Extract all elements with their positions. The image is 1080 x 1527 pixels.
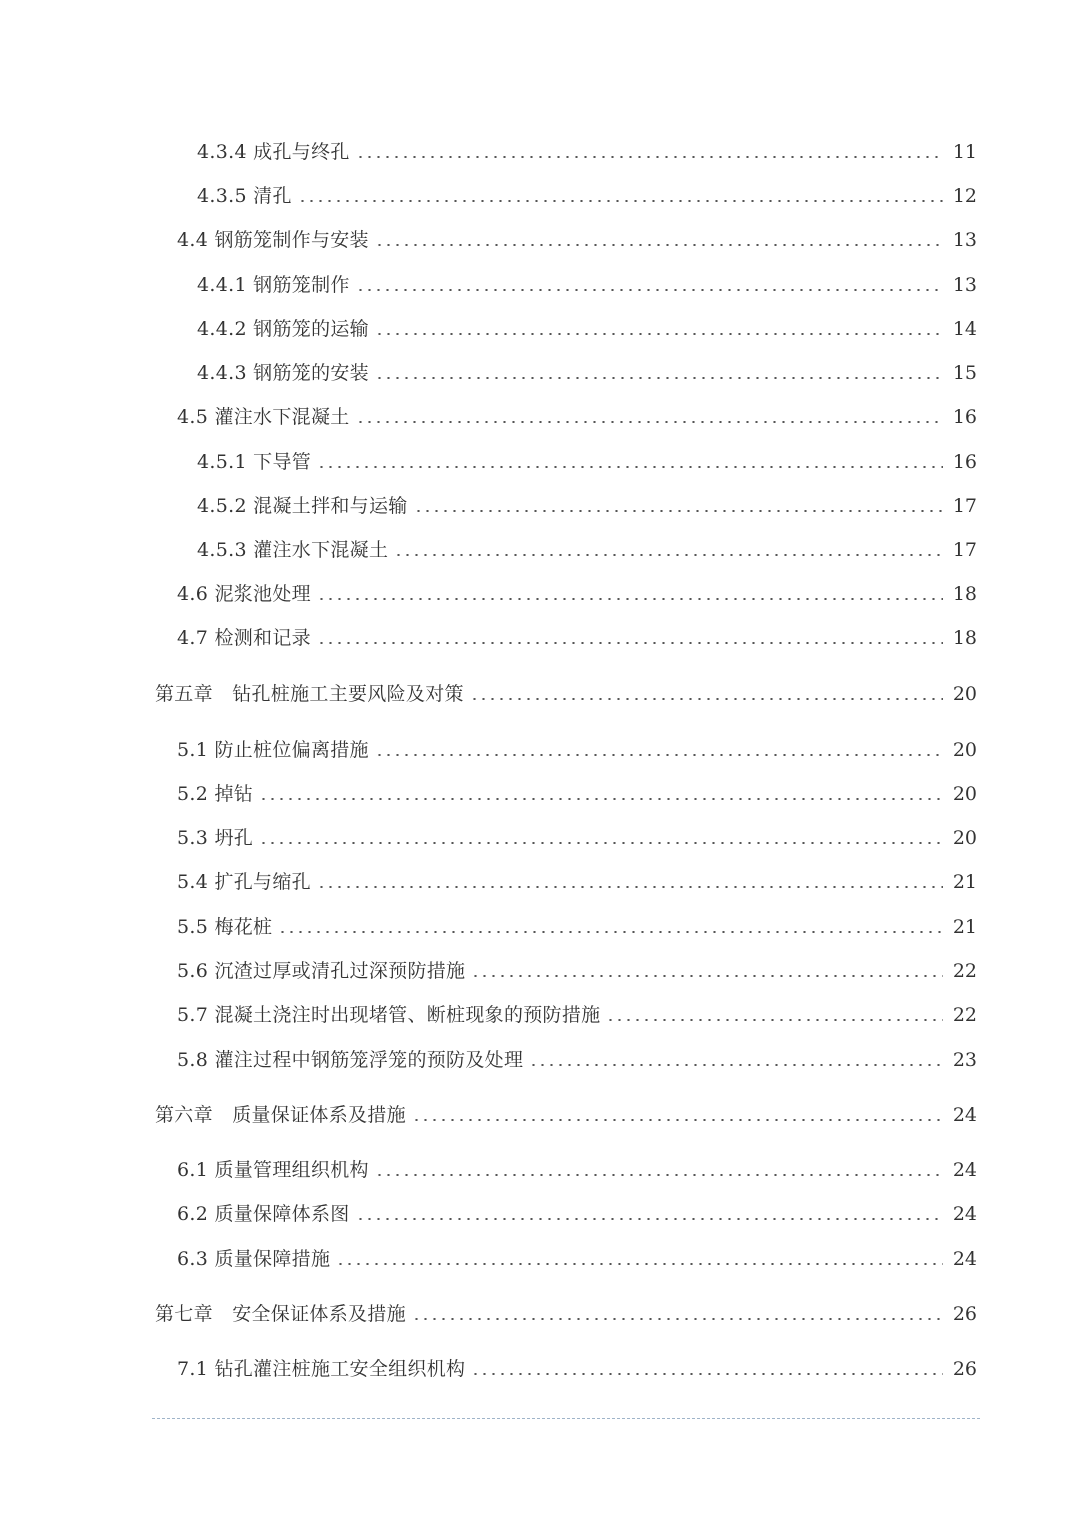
toc-entry bbox=[177, 1000, 977, 1030]
toc-dot-leader bbox=[471, 975, 942, 977]
toc-dot-leader bbox=[278, 931, 942, 933]
toc-dot-leader bbox=[317, 598, 943, 600]
toc-entry-title: 4.4.2 钢筋笼的运输 bbox=[197, 318, 369, 340]
toc-entry-title: 5.2 掉钻 bbox=[177, 783, 254, 805]
toc-entry-page: 24 bbox=[952, 1248, 977, 1270]
toc-entry-page: 20 bbox=[952, 683, 977, 705]
toc-entry-page: 17 bbox=[952, 495, 977, 517]
toc-entry-title: 5.5 梅花桩 bbox=[177, 916, 273, 938]
toc-entry bbox=[197, 447, 977, 477]
toc-entry-page: 23 bbox=[952, 1049, 977, 1071]
toc-dot-leader bbox=[356, 289, 943, 291]
toc-entry bbox=[177, 1045, 977, 1075]
toc-dot-leader bbox=[471, 1373, 942, 1375]
toc-entry-page: 26 bbox=[952, 1358, 977, 1380]
toc-dot-leader bbox=[317, 642, 943, 644]
toc-dot-leader bbox=[356, 1218, 943, 1220]
toc-entry-title: 4.6 泥浆池处理 bbox=[177, 583, 311, 605]
toc-entry-title: 4.5.3 灌注水下混凝土 bbox=[197, 539, 389, 561]
toc-dot-leader bbox=[259, 798, 943, 800]
toc-entry-page: 18 bbox=[952, 627, 977, 649]
toc-entry-page: 17 bbox=[952, 539, 977, 561]
toc-entry bbox=[177, 823, 977, 853]
toc-dot-leader bbox=[298, 200, 943, 202]
toc-dot-leader bbox=[375, 333, 943, 335]
toc-entry-title: 5.6 沉渣过厚或清孔过深预防措施 bbox=[177, 960, 466, 982]
toc-entry bbox=[177, 579, 977, 609]
toc-dot-leader bbox=[356, 421, 943, 423]
toc-chapter-entry bbox=[155, 1100, 977, 1130]
toc-dot-leader bbox=[414, 510, 943, 512]
toc-entry-title: 4.4 钢筋笼制作与安装 bbox=[177, 229, 369, 251]
toc-entry bbox=[177, 1155, 977, 1185]
toc-dot-leader bbox=[336, 1263, 943, 1265]
toc-dot-leader bbox=[317, 886, 943, 888]
toc-entry-page: 20 bbox=[952, 739, 977, 761]
toc-entry bbox=[177, 1244, 977, 1274]
toc-entry-page: 13 bbox=[952, 274, 977, 296]
toc-entry-page: 11 bbox=[952, 141, 977, 163]
toc-entry-page: 15 bbox=[952, 362, 977, 384]
toc-entry-page: 18 bbox=[952, 583, 977, 605]
toc-entry-page: 26 bbox=[952, 1303, 977, 1325]
toc-dot-leader bbox=[375, 244, 943, 246]
toc-entry-title: 4.4.1 钢筋笼制作 bbox=[197, 274, 350, 296]
toc-entry bbox=[197, 358, 977, 388]
toc-entry-page: 22 bbox=[952, 960, 977, 982]
toc-entry-title: 5.4 扩孔与缩孔 bbox=[177, 871, 311, 893]
toc-entry-page: 20 bbox=[952, 783, 977, 805]
toc-dot-leader bbox=[259, 842, 943, 844]
toc-entry bbox=[177, 402, 977, 432]
toc-entry-page: 24 bbox=[952, 1203, 977, 1225]
toc-entry-title: 4.7 检测和记录 bbox=[177, 627, 311, 649]
toc-entry bbox=[177, 1354, 977, 1384]
toc-entry-title: 第七章 安全保证体系及措施 bbox=[155, 1303, 406, 1325]
toc-entry-page: 21 bbox=[952, 871, 977, 893]
toc-entry bbox=[177, 623, 977, 653]
toc-entry-page: 22 bbox=[952, 1004, 977, 1026]
toc-entry-title: 4.5 灌注水下混凝土 bbox=[177, 406, 350, 428]
toc-dot-leader bbox=[375, 377, 943, 379]
toc-entry-title: 5.7 混凝土浇注时出现堵管、断桩现象的预防措施 bbox=[177, 1004, 601, 1026]
toc-entry-title: 7.1 钻孔灌注桩施工安全组织机构 bbox=[177, 1358, 466, 1380]
toc-entry-title: 6.1 质量管理组织机构 bbox=[177, 1159, 369, 1181]
toc-entry-page: 16 bbox=[952, 451, 977, 473]
toc-entry bbox=[197, 270, 977, 300]
toc-entry bbox=[197, 314, 977, 344]
toc-entry-title: 5.1 防止桩位偏离措施 bbox=[177, 739, 369, 761]
toc-entry-title: 第六章 质量保证体系及措施 bbox=[155, 1104, 406, 1126]
toc-entry bbox=[177, 1199, 977, 1229]
toc-entry-title: 6.2 质量保障体系图 bbox=[177, 1203, 350, 1225]
toc-entry-page: 24 bbox=[952, 1159, 977, 1181]
toc-entry bbox=[177, 912, 977, 942]
toc-entry-title: 4.5.1 下导管 bbox=[197, 451, 312, 473]
toc-entry-title: 第五章 钻孔桩施工主要风险及对策 bbox=[155, 683, 464, 705]
toc-dot-leader bbox=[356, 156, 943, 158]
toc-entry-title: 6.3 质量保障措施 bbox=[177, 1248, 331, 1270]
toc-dot-leader bbox=[375, 754, 943, 756]
toc-entry bbox=[197, 181, 977, 211]
toc-dot-leader bbox=[412, 1318, 943, 1320]
toc-entry bbox=[177, 779, 977, 809]
toc-entry-page: 12 bbox=[952, 185, 977, 207]
toc-entry bbox=[197, 137, 977, 167]
toc-entry-page: 24 bbox=[952, 1104, 977, 1126]
toc-entry-page: 21 bbox=[952, 916, 977, 938]
toc-dot-leader bbox=[394, 554, 943, 556]
toc-dot-leader bbox=[317, 466, 943, 468]
toc-entry-title: 4.5.2 混凝土拌和与运输 bbox=[197, 495, 408, 517]
toc-entry-page: 13 bbox=[952, 229, 977, 251]
footer-divider bbox=[152, 1418, 980, 1419]
toc-entry bbox=[177, 867, 977, 897]
toc-entry bbox=[177, 225, 977, 255]
toc-dot-leader bbox=[606, 1019, 942, 1021]
toc-dot-leader bbox=[529, 1064, 943, 1066]
toc-entry bbox=[197, 535, 977, 565]
toc-entry bbox=[177, 956, 977, 986]
toc-entry-title: 5.3 坍孔 bbox=[177, 827, 254, 849]
toc-entry-page: 20 bbox=[952, 827, 977, 849]
toc-entry-title: 4.4.3 钢筋笼的安装 bbox=[197, 362, 369, 384]
toc-entry bbox=[197, 491, 977, 521]
toc-entry bbox=[177, 735, 977, 765]
toc-dot-leader bbox=[470, 698, 943, 700]
toc-chapter-entry bbox=[155, 679, 977, 709]
toc-dot-leader bbox=[412, 1119, 943, 1121]
toc-entry-page: 16 bbox=[952, 406, 977, 428]
toc-entry-page: 14 bbox=[952, 318, 977, 340]
toc-dot-leader bbox=[375, 1174, 943, 1176]
toc-entry-title: 4.3.5 清孔 bbox=[197, 185, 292, 207]
toc-chapter-entry bbox=[155, 1299, 977, 1329]
toc-entry-title: 5.8 灌注过程中钢筋笼浮笼的预防及处理 bbox=[177, 1049, 524, 1071]
toc-entry-title: 4.3.4 成孔与终孔 bbox=[197, 141, 350, 163]
